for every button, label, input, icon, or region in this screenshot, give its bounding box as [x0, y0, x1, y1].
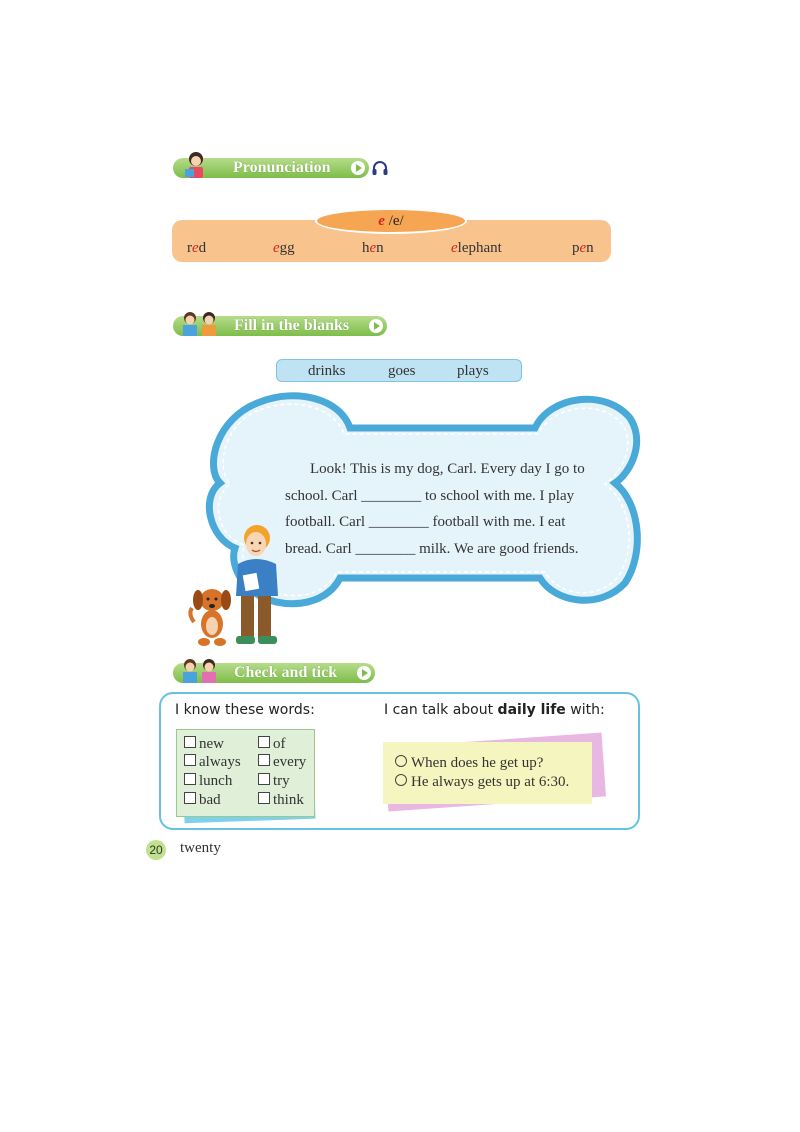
word-checkbox-item[interactable]: always [184, 754, 241, 771]
word-elephant: elephant [451, 240, 502, 256]
play-arrow-icon[interactable] [369, 319, 383, 333]
sound-label [315, 208, 467, 234]
checkbox[interactable] [184, 754, 196, 766]
bank-word: plays [457, 363, 489, 379]
girl-reading-icon [181, 150, 211, 180]
word-checkbox-item[interactable]: new [184, 736, 224, 753]
word-red: red [187, 240, 207, 256]
play-arrow-icon[interactable] [351, 161, 365, 175]
passage-text: Look! This is my dog, Carl. Every day I go to school. Carl ________ to school with me. I play football. Carl ________ football with me. I eat bread. Carl ________ milk. We are good friends. [285, 461, 585, 557]
checkbox[interactable] [258, 736, 270, 748]
story-passage [285, 456, 605, 562]
topic-bold: daily life [497, 702, 566, 718]
know-words-heading: I know these words: [175, 702, 315, 718]
pronunciation-header [173, 156, 373, 180]
page-number: 20 [146, 840, 166, 860]
sound-symbol: /e/ [388, 213, 404, 229]
checkbox[interactable] [184, 792, 196, 804]
word-hen: hen [362, 240, 384, 256]
bank-word: goes [388, 363, 416, 379]
play-arrow-icon[interactable] [357, 666, 371, 680]
sound-letter: e [378, 213, 385, 229]
sentence-radio-item[interactable]: He always gets up at 6:30. [395, 774, 569, 791]
page-number-word: twenty [180, 840, 221, 856]
word-bank [276, 359, 522, 382]
checkbox[interactable] [258, 773, 270, 785]
two-kids-icon [177, 310, 223, 338]
word-egg: egg [273, 240, 295, 256]
checkbox[interactable] [184, 773, 196, 785]
checkbox[interactable] [258, 754, 270, 766]
radio-circle[interactable] [395, 755, 407, 767]
two-kids-icon [177, 657, 223, 685]
word-checkbox-item[interactable]: of [258, 736, 286, 753]
word-checkbox-item[interactable]: every [258, 754, 306, 771]
checkbox[interactable] [184, 736, 196, 748]
boy-illustration [228, 524, 286, 648]
talk-about-heading: I can talk about daily life with: [384, 702, 605, 718]
bank-word: drinks [308, 363, 346, 379]
fill-blanks-title: Fill in the blanks [234, 317, 350, 334]
word-checkbox-item[interactable]: lunch [184, 773, 232, 790]
pronunciation-title: Pronunciation [233, 159, 331, 176]
sentence-radio-item[interactable]: When does he get up? [395, 755, 543, 772]
fill-blanks-header [173, 314, 393, 338]
headphones-icon[interactable] [371, 159, 389, 177]
checkbox[interactable] [258, 792, 270, 804]
word-checkbox-item[interactable]: try [258, 773, 290, 790]
word-checkbox-item[interactable]: think [258, 792, 304, 809]
dog-illustration [186, 586, 234, 648]
word-checkbox-item[interactable]: bad [184, 792, 221, 809]
word-pen: pen [572, 240, 594, 256]
sentences-card [383, 742, 592, 804]
radio-circle[interactable] [395, 774, 407, 786]
check-tick-title: Check and tick [234, 664, 338, 681]
check-tick-header [173, 661, 378, 685]
